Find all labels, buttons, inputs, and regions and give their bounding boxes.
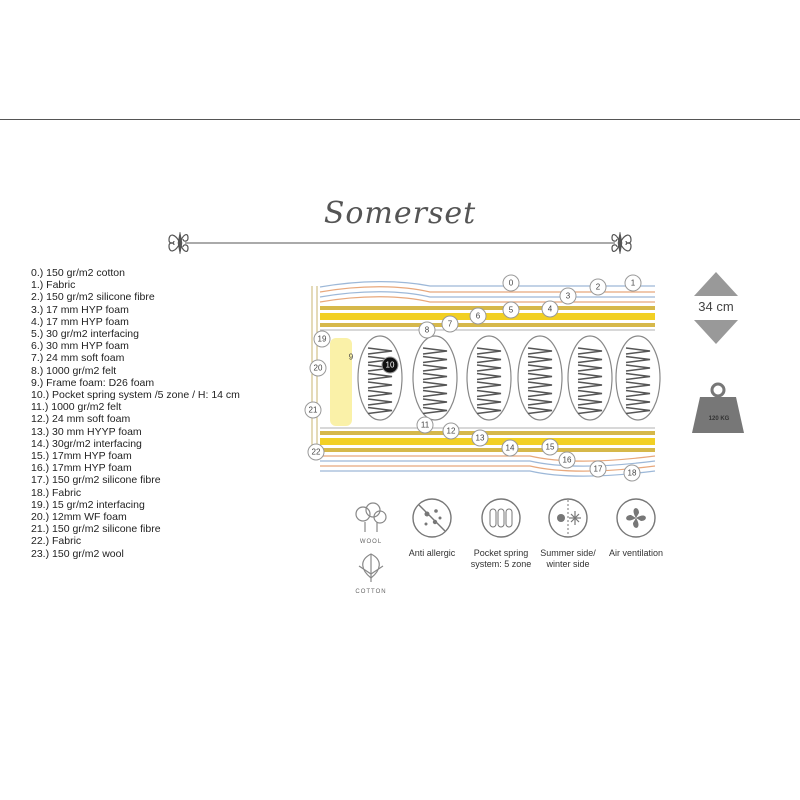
legend-item: 6.) 30 mm HYP foam — [31, 340, 129, 353]
layer-marker-21 — [305, 402, 321, 418]
top-foam-layer — [320, 306, 655, 310]
feature-air-ventilation — [596, 497, 676, 559]
layer-marker-5 — [503, 302, 519, 318]
legend-item: 15.) 17mm HYP foam — [31, 450, 132, 463]
legend-item: 3.) 17 mm HYP foam — [31, 303, 129, 316]
legend-item: 19.) 15 gr/m2 interfacing — [31, 498, 145, 511]
layer-marker-6 — [470, 308, 486, 324]
weight-label: 120 KG — [708, 416, 730, 422]
layer-legend — [31, 267, 240, 560]
product-title: Somerset — [323, 196, 477, 231]
feature-anti-allergic — [392, 497, 472, 559]
legend-item: 23.) 150 gr/m2 wool — [31, 547, 124, 560]
legend-item: 1.) Fabric — [31, 279, 76, 292]
layer-marker-label: 12 — [446, 426, 456, 436]
bottom-foam-layer — [320, 448, 655, 452]
legend-item: 7.) 24 mm soft foam — [31, 352, 125, 365]
layer-marker-label: 10 — [385, 360, 395, 370]
legend-item: 0.) 150 gr/m2 cotton — [31, 267, 125, 279]
layer-marker-22 — [308, 444, 324, 460]
layer-marker-17 — [590, 461, 606, 477]
cotton-icon — [351, 550, 391, 584]
pocket-spring — [616, 336, 660, 420]
layer-marker-label: 19 — [317, 334, 327, 344]
frame-foam — [330, 338, 352, 426]
title-flourish-divider — [155, 228, 645, 258]
pocket-spring — [518, 336, 562, 420]
layer-marker-20 — [310, 360, 326, 376]
layer-marker-label: 18 — [627, 468, 637, 478]
legend-item: 11.) 1000 gr/m2 felt — [31, 401, 122, 414]
legend-item: 4.) 17 mm HYP foam — [31, 315, 129, 328]
layer-marker-label: 7 — [447, 319, 453, 329]
layer-marker-label: 14 — [505, 443, 515, 453]
pocket-spring — [467, 336, 511, 420]
legend-item: 20.) 12mm WF foam — [31, 511, 127, 524]
layer-marker-14 — [502, 440, 518, 456]
layer-marker-label: 11 — [420, 420, 430, 430]
layer-marker-13 — [472, 430, 488, 446]
pocket-spring — [568, 336, 612, 420]
feature-label: Summer side/ winter side — [540, 548, 596, 569]
layer-marker-0 — [503, 275, 519, 291]
wool-label: WOOL — [359, 539, 383, 545]
top-divider — [0, 119, 800, 120]
legend-item: 22.) Fabric — [31, 535, 82, 548]
layer-marker-label: 3 — [565, 291, 571, 301]
pocket-spring-icon — [480, 497, 522, 539]
layer-marker-label: 20 — [313, 363, 323, 373]
top-felt-layer — [320, 323, 655, 327]
height-label: 34 cm — [698, 299, 734, 314]
feature-label: Air ventilation — [608, 548, 664, 558]
wool-badge — [346, 500, 396, 545]
pocket-spring — [413, 336, 457, 420]
layer-marker-16 — [559, 452, 575, 468]
top-soft-foam-layer — [320, 313, 655, 320]
legend-item: 9.) Frame foam: D26 foam — [31, 376, 155, 389]
layer-marker-label: 1 — [630, 278, 636, 288]
air-ventilation-icon — [615, 497, 657, 539]
legend-item: 17.) 150 gr/m2 silicone fibre — [31, 474, 161, 487]
layer-marker-7 — [442, 316, 458, 332]
layer-marker-10 — [382, 357, 398, 373]
layer-marker-label: 4 — [547, 304, 553, 314]
legend-item: 21.) 150 gr/m2 silicone fibre — [31, 523, 161, 536]
legend-item: 2.) 150 gr/m2 silicone fibre — [31, 291, 155, 304]
layer-marker-label: 6 — [475, 311, 481, 321]
layer-marker-9 — [349, 353, 354, 362]
legend-item: 16.) 17mm HYP foam — [31, 462, 132, 475]
layer-marker-label: 9 — [348, 352, 354, 362]
layer-marker-3 — [560, 288, 576, 304]
layer-marker-label: 2 — [595, 282, 601, 292]
layer-marker-1 — [625, 275, 641, 291]
layer-marker-11 — [417, 417, 433, 433]
legend-item: 5.) 30 gr/m2 interfacing — [31, 328, 139, 341]
layer-marker-15 — [542, 439, 558, 455]
layer-marker-label: 22 — [311, 447, 321, 457]
layer-marker-label: 21 — [308, 405, 318, 415]
layer-marker-label: 16 — [562, 455, 572, 465]
layer-marker-label: 8 — [424, 325, 430, 335]
summer-winter-icon — [547, 497, 589, 539]
wool-icon — [351, 500, 391, 534]
layer-marker-label: 17 — [593, 464, 603, 474]
legend-item: 14.) 30gr/m2 interfacing — [31, 437, 142, 450]
layer-marker-label: 15 — [545, 442, 555, 452]
mattress-cross-section-diagram — [300, 268, 670, 493]
legend-item: 10.) Pocket spring system /5 zone / H: 14 cm — [31, 389, 240, 402]
layer-marker-label: 0 — [508, 278, 514, 288]
layer-marker-2 — [590, 279, 606, 295]
layer-marker-label: 5 — [508, 305, 514, 315]
legend-item: 13.) 30 mm HYYP foam — [31, 425, 142, 438]
feature-label: Pocket spring system: 5 zone — [470, 548, 532, 569]
cotton-badge — [346, 550, 396, 595]
legend-item: 12.) 24 mm soft foam — [31, 413, 131, 426]
layer-marker-19 — [314, 331, 330, 347]
legend-item: 8.) 1000 gr/m2 felt — [31, 364, 117, 377]
layer-marker-8 — [419, 322, 435, 338]
anti-allergic-icon — [411, 497, 453, 539]
cotton-label: COTTON — [355, 589, 387, 595]
layer-marker-label: 13 — [475, 433, 485, 443]
legend-item: 18.) Fabric — [31, 486, 82, 499]
layer-marker-18 — [624, 465, 640, 481]
layer-marker-12 — [443, 423, 459, 439]
layer-marker-4 — [542, 301, 558, 317]
feature-label: Anti allergic — [408, 548, 456, 558]
weight-icon — [690, 381, 746, 437]
pocket-spring — [358, 336, 402, 420]
pocket-spring-row — [358, 336, 660, 420]
